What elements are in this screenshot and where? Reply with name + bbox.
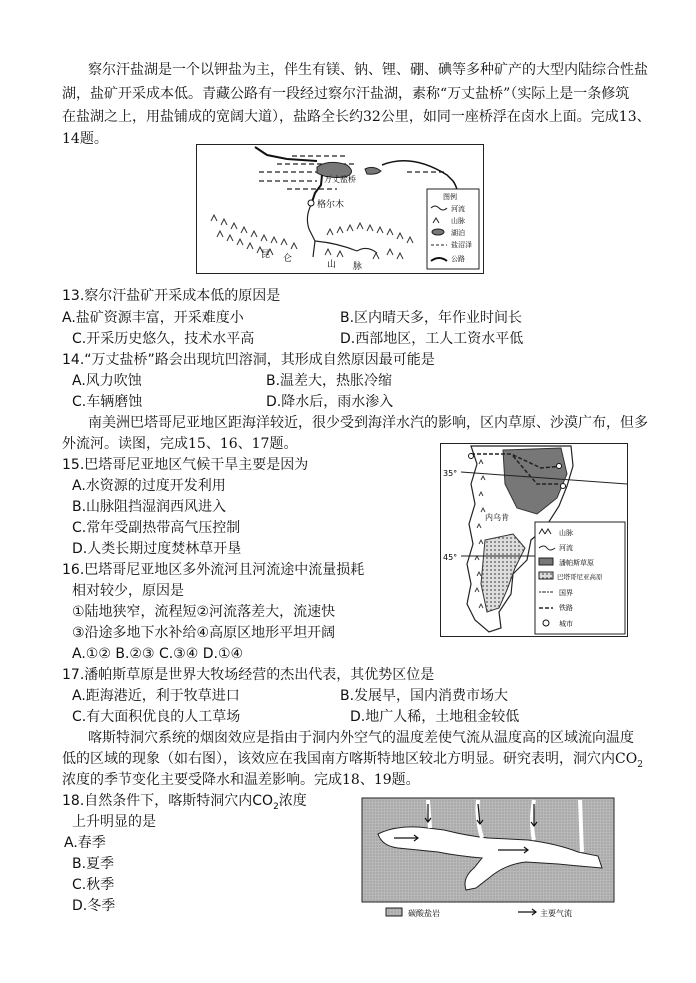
q14-option-d: D.降水后，雨水渗入 — [266, 394, 394, 410]
intro3-line2: 低的区域的现象（如右图），该效应在我国南方喀斯特地区较北方明显。研究表明，洞穴内$CO_2$ — [62, 751, 643, 770]
q18-option-a: A.春季 — [64, 835, 106, 851]
label-kunlun-2: 仑 — [283, 254, 293, 264]
intro3-line1: 喀斯特洞穴系统的烟囱效应是指由于洞内外空气的温度差使气流从温度高的区域流向温度 — [88, 730, 634, 746]
legend-river: 河流 — [451, 205, 465, 213]
q14-option-a: A.风力吹蚀 — [72, 373, 142, 389]
q17-option-d: D.地广人稀，土地租金较低 — [350, 709, 520, 725]
legend3-rock-icon — [386, 908, 402, 916]
intro1-line1: 察尔汗盐湖是一个以钾盐为主，伴生有镁、钠、锂、硼、碘等多种矿产的大型内陆综合性盐 — [88, 62, 648, 78]
label-golmud: 格尔木 — [317, 200, 345, 210]
q16-options-line1: ①陆地狭窄，流程短②河流落差大，流速快 — [72, 604, 336, 620]
q13-option-c: C.开采历史悠久，技术水平高 — [72, 331, 255, 347]
q14-stem: 14.“万丈盐桥”路会出现坑凹溶洞，其形成自然原因最可能是 — [62, 352, 435, 368]
q17-option-c: C.有大面积优良的人工草场 — [72, 709, 241, 725]
city-icon-1 — [557, 464, 562, 469]
karst-cave-figure — [358, 794, 618, 922]
intro2-line2: 外流河。读图，完成15、16、17题。 — [62, 436, 298, 452]
q15-stem: 15.巴塔哥尼亚地区气候干旱主要是因为 — [62, 457, 309, 473]
q17-option-a: A.距海港近，利于牧草进口 — [72, 688, 240, 704]
salt-marsh-hatch — [259, 156, 447, 189]
lake-2 — [365, 167, 381, 174]
q16-choices: A.①② B.②③ C.③④ D.①④ — [72, 646, 244, 662]
intro3-line3: 浓度的季节变化主要受降水和温差影响。完成18、19题。 — [62, 772, 420, 788]
river-1 — [307, 205, 315, 241]
legend-title: 图例 — [443, 193, 457, 201]
legend3-arrow-icon — [518, 909, 536, 915]
label-lat-45: 45° — [443, 553, 458, 562]
q14-option-c: C.车辆磨蚀 — [72, 394, 143, 410]
legend2-city-icon — [543, 620, 549, 626]
legend-lake: 湖泊 — [451, 229, 465, 237]
q13-option-b: B.区内晴天多，年作业时间长 — [340, 310, 523, 326]
label-kunlun-1: 昆 — [261, 250, 271, 260]
q13-stem: 13.察尔汗盐矿开采成本低的原因是 — [62, 288, 281, 304]
q16-options-line2: ③沿途多地下水补给④高原区地形平坦开阔 — [72, 625, 336, 641]
chimney-4 — [580, 800, 582, 852]
q18-option-d: D.冬季 — [72, 898, 116, 914]
q18-option-b: B.夏季 — [72, 856, 115, 872]
legend3-flow: 主要气流 — [540, 909, 572, 918]
legend2-plateau: 巴塔哥尼亚高原 — [557, 573, 603, 581]
q17-stem: 17.潘帕斯草原是世界大牧场经营的杰出代表，其优势区位是 — [62, 667, 435, 683]
label-kunlun-3: 山 — [327, 260, 337, 270]
river-3 — [313, 241, 315, 257]
legend2-pampas-icon — [539, 558, 553, 565]
intro1-line2: 湖，盐矿开采成本低。青藏公路有一段经过察尔汗盐湖，素称“万丈盐桥”（实际上是一条修筑 — [62, 86, 630, 102]
legend-marsh: 盐沼泽 — [451, 241, 472, 249]
q18-option-c: C.秋季 — [72, 877, 115, 893]
legend2-city: 城市 — [559, 620, 573, 628]
q15-option-c: C.常年受副热带高气压控制 — [72, 520, 241, 536]
label-neuquen: 内乌肯 — [485, 513, 509, 522]
mountain-range — [211, 215, 413, 259]
qarhan-map — [196, 144, 484, 274]
legend2-plateau-icon — [539, 572, 553, 579]
q13-option-a: A.盐矿资源丰富，开采难度小 — [62, 310, 244, 326]
intro1-line3: 在盐湖之上，用盐铺成的宽阔大道），盐路全长约32公里，如同一座桥浮在卤水上面。完成13、 — [62, 109, 651, 125]
river-4 — [357, 248, 377, 253]
q14-option-b: B.温差大，热胀冷缩 — [266, 373, 393, 389]
legend3-rock: 碳酸盐岩 — [408, 909, 440, 918]
legend2-railway: 铁路 — [559, 604, 573, 612]
q16-stem-line2: 相对较少，原因是 — [72, 583, 184, 599]
q16-stem-line1: 16.巴塔哥尼亚地区多外流河且河流途中流量损耗 — [62, 562, 365, 578]
city-icon-2 — [561, 484, 566, 489]
intro1-line4: 14题。 — [62, 131, 108, 147]
patagonia-map — [440, 443, 628, 637]
legend2-border: 国界 — [559, 589, 573, 597]
city-golmud-icon — [308, 200, 314, 206]
q18-stem-line2: 上升明显的是 — [72, 814, 156, 830]
intro2-line1: 南美洲巴塔哥尼亚地区距海洋较近，很少受到海洋水汽的影响，区内草原、沙漠广布，但多 — [88, 415, 648, 431]
legend-mountain: 山脉 — [451, 217, 465, 225]
legend2-river: 河流 — [559, 544, 573, 552]
label-bridge: 万丈盐桥 — [324, 175, 356, 184]
q15-option-d: D.人类长期过度焚林草开垦 — [72, 541, 242, 557]
q15-option-a: A.水资源的过度开发利用 — [72, 478, 226, 494]
q13-option-d: D.西部地区，工人工资水平低 — [340, 331, 524, 347]
q18-stem-line1: 18.自然条件下，喀斯特洞穴内$CO_2$浓度 — [62, 793, 307, 812]
legend2-mountain: 山脉 — [559, 529, 573, 537]
river-2 — [315, 241, 357, 251]
city-icon-3 — [469, 454, 474, 459]
legend-highway: 公路 — [451, 255, 465, 263]
label-kunlun-4: 脉 — [353, 262, 363, 272]
q17-option-b: B.发展早，国内消费市场大 — [340, 688, 509, 704]
q15-option-b: B.山脉阻挡湿润西风进入 — [72, 499, 227, 515]
legend-lake-icon — [432, 229, 444, 235]
legend2-pampas: 潘帕斯草原 — [559, 559, 594, 567]
label-lat-35: 35° — [443, 469, 458, 478]
highway-north — [255, 147, 317, 161]
